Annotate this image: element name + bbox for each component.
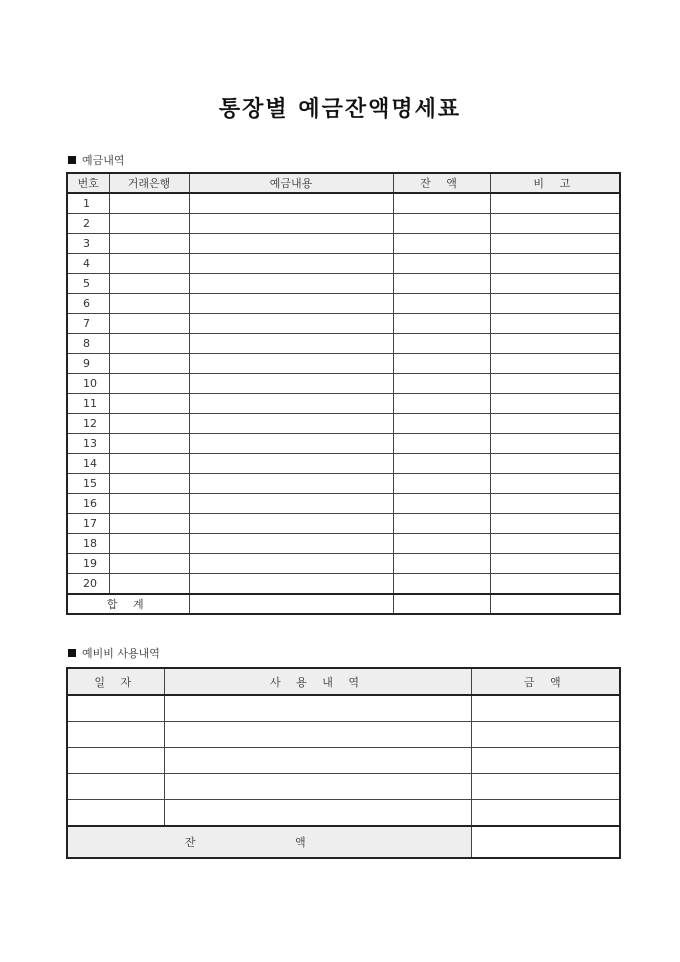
page-title: 통장별 예금잔액명세표 [218, 97, 462, 122]
total-content-cell[interactable] [189, 594, 393, 614]
reserve-header-row [67, 668, 620, 695]
usage-cell[interactable] [164, 695, 471, 722]
content-cell[interactable] [189, 514, 393, 534]
content-cell[interactable] [189, 434, 393, 454]
balance-cell[interactable] [393, 534, 490, 554]
note-cell[interactable] [490, 214, 620, 234]
table-row [67, 774, 620, 800]
amount-cell[interactable] [471, 774, 620, 800]
table-row [67, 474, 620, 494]
row-number: 12 [67, 414, 109, 434]
content-cell[interactable] [189, 534, 393, 554]
header-bank: 거래은행 [109, 173, 189, 193]
row-number: 13 [67, 434, 109, 454]
table-row [67, 314, 620, 334]
note-cell[interactable] [490, 334, 620, 354]
row-number: 18 [67, 534, 109, 554]
content-cell[interactable] [189, 214, 393, 234]
table-row [67, 294, 620, 314]
balance-cell[interactable] [393, 574, 490, 595]
balance-cell[interactable] [393, 494, 490, 514]
total-label: 합 계 [67, 594, 189, 614]
total-balance-cell[interactable] [393, 594, 490, 614]
row-number: 19 [67, 554, 109, 574]
bank-cell[interactable] [109, 394, 189, 414]
row-number: 5 [67, 274, 109, 294]
reserve-balance-row [67, 826, 620, 858]
balance-cell[interactable] [393, 414, 490, 434]
usage-cell[interactable] [164, 722, 471, 748]
table-row [67, 193, 620, 214]
header-note: 비 고 [490, 173, 620, 193]
balance-cell[interactable] [393, 354, 490, 374]
content-cell[interactable] [189, 354, 393, 374]
row-number: 15 [67, 474, 109, 494]
content-cell[interactable] [189, 394, 393, 414]
balance-cell[interactable] [393, 274, 490, 294]
content-cell[interactable] [189, 334, 393, 354]
content-cell[interactable] [189, 274, 393, 294]
row-number: 7 [67, 314, 109, 334]
balance-cell[interactable] [393, 234, 490, 254]
note-cell[interactable] [490, 454, 620, 474]
content-cell[interactable] [189, 474, 393, 494]
date-cell[interactable] [67, 695, 164, 722]
row-number: 9 [67, 354, 109, 374]
balance-cell[interactable] [393, 214, 490, 234]
table-row [67, 695, 620, 722]
balance-cell[interactable] [393, 374, 490, 394]
table-row [67, 334, 620, 354]
table-row [67, 374, 620, 394]
header-amount: 금 액 [471, 668, 620, 695]
note-cell[interactable] [490, 574, 620, 595]
note-cell[interactable] [490, 494, 620, 514]
usage-cell[interactable] [164, 774, 471, 800]
balance-cell[interactable] [393, 434, 490, 454]
reserve-balance-label: 잔 액 [67, 826, 471, 858]
note-cell[interactable] [490, 414, 620, 434]
amount-cell[interactable] [471, 748, 620, 774]
note-cell[interactable] [490, 554, 620, 574]
balance-cell[interactable] [393, 394, 490, 414]
bank-cell[interactable] [109, 274, 189, 294]
table-row [67, 434, 620, 454]
table-row [67, 554, 620, 574]
content-cell[interactable] [189, 314, 393, 334]
table-row [67, 414, 620, 434]
note-cell[interactable] [490, 394, 620, 414]
content-cell[interactable] [189, 254, 393, 274]
content-cell[interactable] [189, 574, 393, 595]
header-usage: 사 용 내 역 [164, 668, 471, 695]
row-number: 1 [67, 193, 109, 214]
table-row [67, 454, 620, 474]
balance-cell[interactable] [393, 334, 490, 354]
date-cell[interactable] [67, 774, 164, 800]
deposit-table [66, 172, 621, 615]
note-cell[interactable] [490, 193, 620, 214]
note-cell[interactable] [490, 374, 620, 394]
square-bullet-icon [68, 649, 76, 657]
balance-cell[interactable] [393, 454, 490, 474]
note-cell[interactable] [490, 314, 620, 334]
balance-cell[interactable] [393, 554, 490, 574]
content-cell[interactable] [189, 554, 393, 574]
square-bullet-icon [68, 156, 76, 164]
row-number: 6 [67, 294, 109, 314]
row-number: 16 [67, 494, 109, 514]
balance-cell[interactable] [393, 474, 490, 494]
balance-cell[interactable] [393, 254, 490, 274]
table-row [67, 354, 620, 374]
note-cell[interactable] [490, 354, 620, 374]
header-balance: 잔 액 [393, 173, 490, 193]
table-row [67, 274, 620, 294]
reserve-section-label: 예비비 사용내역 [82, 647, 160, 660]
content-cell[interactable] [189, 234, 393, 254]
table-row [67, 534, 620, 554]
deposit-section-heading [68, 152, 125, 168]
bank-cell[interactable] [109, 454, 189, 474]
bank-cell[interactable] [109, 354, 189, 374]
balance-cell[interactable] [393, 314, 490, 334]
usage-cell[interactable] [164, 748, 471, 774]
content-cell[interactable] [189, 494, 393, 514]
content-cell[interactable] [189, 294, 393, 314]
table-row [67, 494, 620, 514]
note-cell[interactable] [490, 514, 620, 534]
date-cell[interactable] [67, 748, 164, 774]
row-number: 17 [67, 514, 109, 534]
table-row [67, 234, 620, 254]
bank-cell[interactable] [109, 193, 189, 214]
bank-cell[interactable] [109, 534, 189, 554]
header-content: 예금내용 [189, 173, 393, 193]
usage-cell[interactable] [164, 800, 471, 827]
bank-cell[interactable] [109, 574, 189, 595]
note-cell[interactable] [490, 294, 620, 314]
note-cell[interactable] [490, 474, 620, 494]
note-cell[interactable] [490, 254, 620, 274]
bank-cell[interactable] [109, 334, 189, 354]
table-row [67, 254, 620, 274]
total-note-cell[interactable] [490, 594, 620, 614]
table-row [67, 722, 620, 748]
row-number: 2 [67, 214, 109, 234]
note-cell[interactable] [490, 534, 620, 554]
balance-cell[interactable] [393, 294, 490, 314]
balance-cell[interactable] [393, 193, 490, 214]
amount-cell[interactable] [471, 722, 620, 748]
balance-cell[interactable] [393, 514, 490, 534]
content-cell[interactable] [189, 193, 393, 214]
date-cell[interactable] [67, 722, 164, 748]
bank-cell[interactable] [109, 254, 189, 274]
bank-cell[interactable] [109, 494, 189, 514]
date-cell[interactable] [67, 800, 164, 827]
bank-cell[interactable] [109, 294, 189, 314]
content-cell[interactable] [189, 374, 393, 394]
bank-cell[interactable] [109, 514, 189, 534]
deposit-total-row [67, 594, 620, 614]
bank-cell[interactable] [109, 414, 189, 434]
bank-cell[interactable] [109, 434, 189, 454]
row-number: 10 [67, 374, 109, 394]
deposit-header-row [67, 173, 620, 193]
bank-cell[interactable] [109, 374, 189, 394]
row-number: 11 [67, 394, 109, 414]
table-row [67, 394, 620, 414]
header-number: 번호 [67, 173, 109, 193]
deposit-section-label: 예금내역 [82, 154, 125, 167]
amount-cell[interactable] [471, 695, 620, 722]
note-cell[interactable] [490, 274, 620, 294]
table-row [67, 800, 620, 827]
bank-cell[interactable] [109, 554, 189, 574]
row-number: 3 [67, 234, 109, 254]
table-row [67, 514, 620, 534]
row-number: 8 [67, 334, 109, 354]
bank-cell[interactable] [109, 314, 189, 334]
table-row [67, 574, 620, 595]
row-number: 14 [67, 454, 109, 474]
table-row [67, 748, 620, 774]
bank-cell[interactable] [109, 234, 189, 254]
bank-cell[interactable] [109, 474, 189, 494]
amount-cell[interactable] [471, 800, 620, 827]
table-row [67, 214, 620, 234]
header-date: 일 자 [67, 668, 164, 695]
note-cell[interactable] [490, 234, 620, 254]
reserve-table [66, 667, 621, 859]
bank-cell[interactable] [109, 214, 189, 234]
reserve-section-heading [68, 645, 160, 661]
row-number: 4 [67, 254, 109, 274]
content-cell[interactable] [189, 414, 393, 434]
row-number: 20 [67, 574, 109, 595]
note-cell[interactable] [490, 434, 620, 454]
content-cell[interactable] [189, 454, 393, 474]
reserve-balance-value[interactable] [471, 826, 620, 858]
